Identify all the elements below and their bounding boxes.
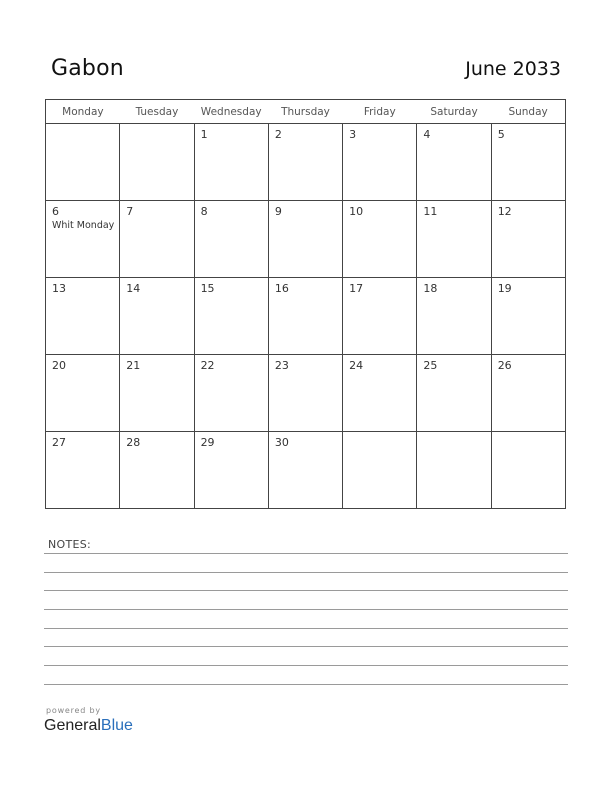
day-number: 28 [126,436,141,449]
day-number: 11 [423,205,438,218]
note-line [44,665,568,666]
day-number: 8 [200,205,208,218]
country-title: Gabon [51,56,124,81]
calendar-week-row [46,355,566,432]
day-number: 30 [274,436,289,449]
calendar-day-cell [46,432,120,509]
weekday-header: Tuesday [120,100,194,124]
calendar-day-cell [46,278,120,355]
day-number: 4 [423,128,431,141]
day-number: 1 [200,128,208,141]
weekday-header: Friday [343,100,417,124]
calendar-day-cell [417,432,491,509]
note-line [44,609,568,610]
calendar-day-cell [343,278,417,355]
calendar-day-cell [491,201,565,278]
day-number: 20 [52,359,66,372]
calendar-day-cell [268,432,342,509]
weekday-header: Sunday [491,100,565,124]
day-number: 10 [349,205,364,218]
calendar-week-row [46,432,566,509]
day-number: 16 [274,282,289,295]
day-number: 26 [497,359,512,372]
calendar-day-cell [46,201,120,278]
day-number: 18 [423,282,438,295]
note-line [44,572,568,573]
powered-by-text: powered by [46,706,101,715]
holiday-label: Whit Monday [52,220,115,231]
calendar-day-cell [194,432,268,509]
calendar-day-cell [120,432,194,509]
calendar-day-cell [194,278,268,355]
calendar-day-cell [194,355,268,432]
day-number: 13 [52,282,66,295]
day-number: 17 [349,282,364,295]
calendar-day-cell [417,201,491,278]
brand-name-general: General [44,717,101,734]
day-number: 25 [423,359,438,372]
day-number: 7 [126,205,134,218]
calendar-day-cell [491,432,565,509]
calendar-day-cell [268,355,342,432]
calendar-day-cell [268,278,342,355]
day-number: 2 [274,128,282,141]
calendar-week-row [46,278,566,355]
day-number: 24 [349,359,364,372]
calendar-day-cell [491,278,565,355]
day-number: 5 [497,128,505,141]
note-line [44,684,568,685]
day-number: 22 [200,359,215,372]
calendar-day-cell [343,201,417,278]
notes-label: NOTES: [48,538,92,551]
calendar-day-cell [268,201,342,278]
calendar-day-cell [46,124,120,201]
day-number: 9 [274,205,282,218]
calendar-week-row [46,201,566,278]
calendar-week-row [46,124,566,201]
calendar-day-cell [417,124,491,201]
calendar-day-cell [491,124,565,201]
weekday-header: Monday [46,100,120,124]
calendar-day-cell [491,355,565,432]
calendar-day-cell [343,124,417,201]
day-number: 6 [52,205,59,218]
note-line [44,553,568,554]
day-number: 14 [126,282,141,295]
day-number: 12 [497,205,512,218]
calendar-day-cell [417,278,491,355]
calendar-day-cell [268,124,342,201]
weekday-header: Wednesday [194,100,268,124]
weekday-header: Saturday [417,100,491,124]
day-number: 15 [200,282,215,295]
calendar-body [46,124,566,509]
weekday-header-row [46,100,566,124]
calendar-day-cell [120,201,194,278]
day-number: 27 [52,436,66,449]
note-line [44,628,568,629]
note-line [44,646,568,647]
calendar-day-cell [120,278,194,355]
day-number: 19 [497,282,512,295]
calendar-day-cell [343,432,417,509]
brand-name-blue: Blue [100,717,133,734]
calendar-day-cell [194,124,268,201]
calendar-day-cell [417,355,491,432]
brand-logo [44,717,133,735]
calendar-day-cell [120,124,194,201]
month-year-title: June 2033 [465,58,561,80]
calendar-day-cell [194,201,268,278]
weekday-header: Thursday [268,100,342,124]
day-number: 29 [200,436,215,449]
note-line [44,590,568,591]
calendar-day-cell [120,355,194,432]
day-number: 3 [349,128,357,141]
calendar-day-cell [46,355,120,432]
day-number: 21 [126,359,141,372]
calendar-day-cell [343,355,417,432]
day-number: 23 [274,359,289,372]
calendar-grid [45,99,566,509]
